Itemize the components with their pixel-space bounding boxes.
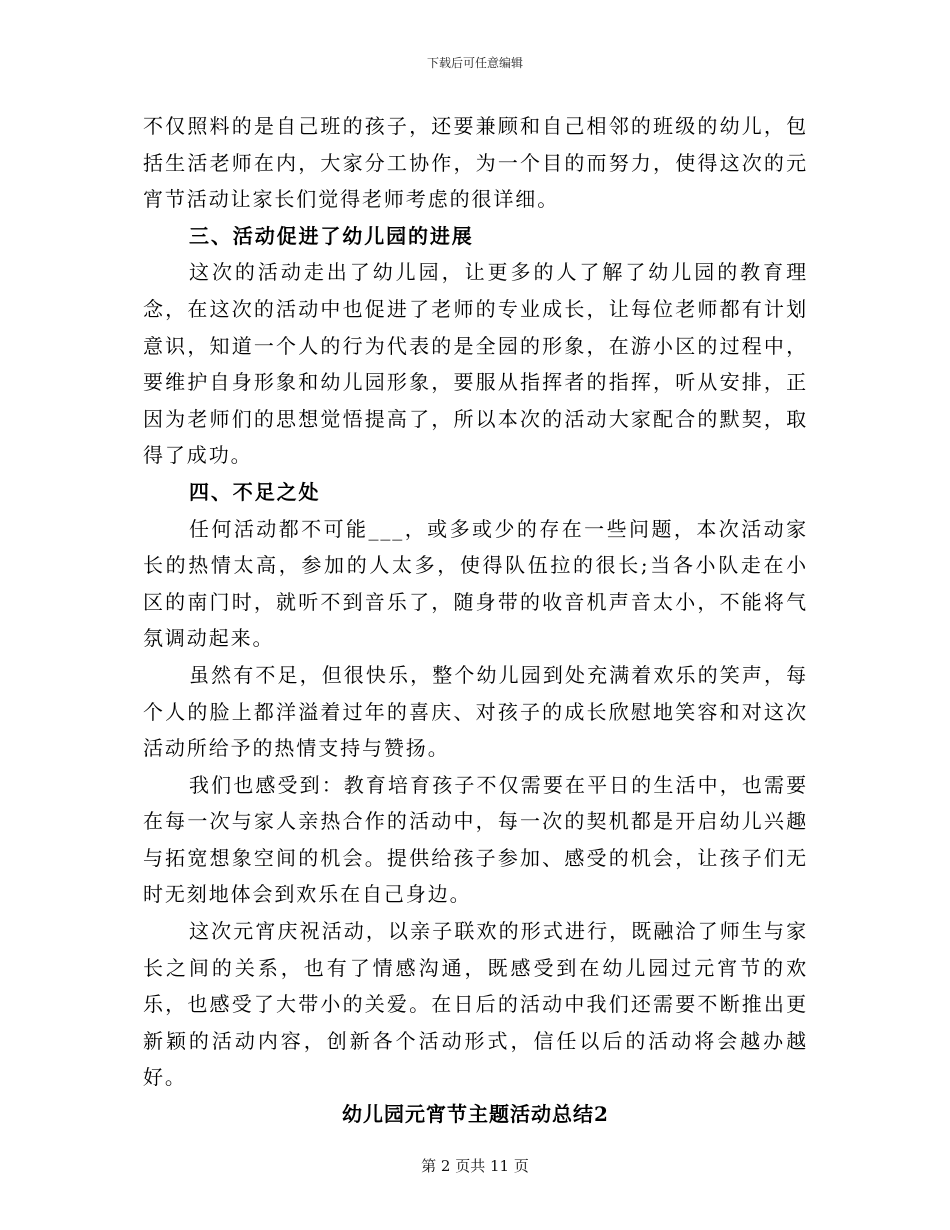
document-body xyxy=(143,108,808,1133)
paragraph-progress: 这次的活动走出了幼儿园，让更多的人了解了幼儿园的教育理念，在这次的活动中也促进了老师的专业成长，让每位老师都有计划意识，知道一个人的行为代表的是全园的形象，在游小区的过程中，要维护自身形象和幼儿园形象，要服从指挥者的指挥，听从安排，正因为老师们的思想觉悟提高了，所以本次的活动大家配合的默契，取得了成功。 xyxy=(143,260,808,468)
page-number: 第 2 页共 11 页 xyxy=(421,1157,529,1175)
paragraph-continued: 不仅照料的是自己班的孩子，还要兼顾和自己相邻的班级的幼儿，包括生活老师在内，大家分工协作，为一个目的而努力，使得这次的元宵节活动让家长们觉得老师考虑的很详细。 xyxy=(143,114,808,212)
paragraph-reflection: 我们也感受到：教育培育孩子不仅需要在平日的生活中，也需要在每一次与家人亲热合作的活动中，每一次的契机都是开启幼儿兴趣与拓宽想象空间的机会。提供给孩子参加、感受的机会，让孩子们无时无刻地体会到欢乐在自己身边。 xyxy=(143,772,808,907)
page-header: 下载后可任意编辑 xyxy=(426,56,523,70)
section-heading-4: 四、不足之处 xyxy=(189,479,321,504)
section-heading-3: 三、活动促进了幼儿园的进展 xyxy=(189,223,474,248)
document-title: 幼儿园元宵节主题活动总结2 xyxy=(342,1102,609,1127)
paragraph-shortcomings: 任何活动都不可能___，或多或少的存在一些问题，本次活动家长的热情太高，参加的人太多，使得队伍拉的很长;当各小队走在小区的南门时，就听不到音乐了，随身带的收音机声音太小，不能将气氛调动起来。 xyxy=(143,516,808,651)
paragraph-happiness: 虽然有不足，但很快乐，整个幼儿园到处充满着欢乐的笑声，每个人的脸上都洋溢着过年的喜庆、对孩子的成长欣慰地笑容和对这次活动所给予的热情支持与赞扬。 xyxy=(143,662,808,761)
paragraph-conclusion: 这次元宵庆祝活动，以亲子联欢的形式进行，既融洽了师生与家长之间的关系，也有了情感沟通，既感受到在幼儿园过元宵节的欢乐，也感受了大带小的关爱。在日后的活动中我们还需要不断推出更新颖的活动内容，创新各个活动形式，信任以后的活动将会越办越好。 xyxy=(143,919,808,1090)
